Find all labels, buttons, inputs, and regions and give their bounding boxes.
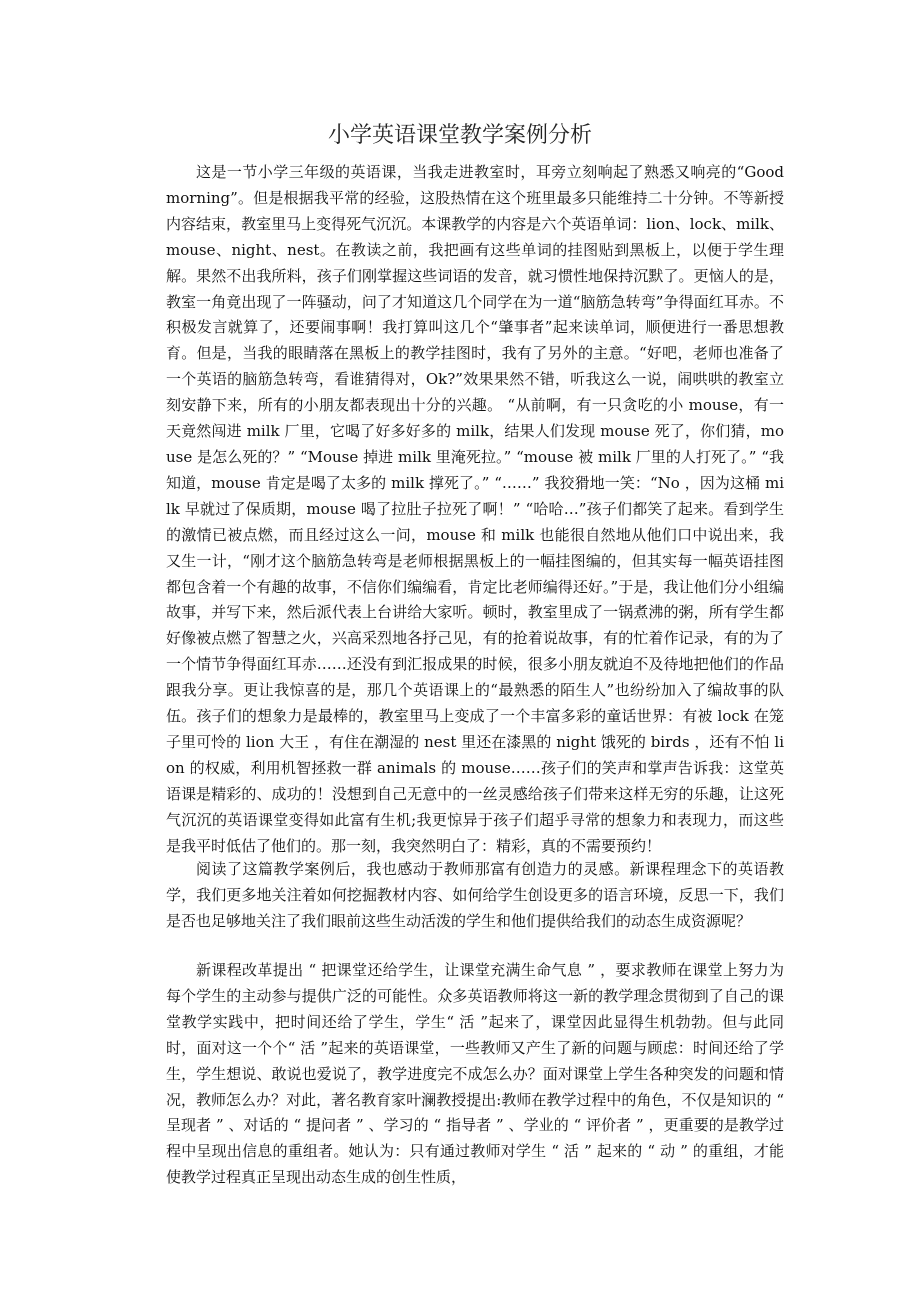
paragraph-reflection: 阅读了这篇教学案例后，我也感动于教师那富有创造力的灵感。新课程理念下的英语教学，我们更多地关注着如何挖掘教材内容、如何给学生创设更多的语言环境，反思一下，我们是否也足够地关注了我们眼前这些生动活泼的学生和他们提供给我们的动态生成资源呢？ — [166, 860, 784, 930]
page-title: 小学英语课堂教学案例分析 — [327, 123, 592, 148]
paragraph-case-story: 这是一节小学三年级的英语课，当我走进教室时，耳旁立刻响起了熟悉又响亮的“Good morning”。但是根据我平常的经验，这股热情在这个班里最多只能维持二十分钟。不等新授内容结束，教室里马上变得死气沉沉。本课教学的内容是六个英语单词：lion、lock、milk、mouse、night、nest。在教读之前，我把画有这些单词的挂图贴到黑板上，以便于学生理解。果然不出我所料，孩子们刚掌握这些词语的发音，就习惯性地保持沉默了。更恼人的是，教室一角竟出现了一阵骚动，问了才知道这几个同学在为一道“脑筋急转弯”争得面红耳赤。不积极发言就算了，还要闹事啊！我打算叫这几个“肇事者”起来读单词，顺便进行一番思想教育。但是，当我的眼睛落在黑板上的教学挂图时，我有了另外的主意。“好吧，老师也准备了一个英语的脑筋急转弯，看谁猜得对，Ok?”效果果然不错，听我这么一说，闹哄哄的教室立刻安静下来，所有的小朋友都表现出十分的兴趣。 “从前啊，有一只贪吃的小 mouse，有一天竟然闯进 milk 厂里，它喝了好多好多的 milk，结果人们发现 mouse 死了，你们猜，mouse 是怎么死的？” “Mouse 掉进 milk 里淹死拉。” “mouse 被 milk 厂里的人打死了。” “我知道，mouse 肯定是喝了太多的 milk 撑死了。” “……” 我狡猾地一笑：“No ，因为这桶 milk 早就过了保质期，mouse 喝了拉肚子拉死了啊！” “哈哈…”孩子们都笑了起来。看到学生的激情已被点燃，而且经过这么一问，mouse 和 milk 也能很自然地从他们口中说出来，我又生一计，“刚才这个脑筋急转弯是老师根据黑板上的一幅挂图编的，但其实每一幅英语挂图都包含着一个有趣的故事，不信你们编编看，肯定比老师编得还好。”于是，我让他们分小组编故事，并写下来，然后派代表上台讲给大家听。顿时，教室里成了一锅煮沸的粥，所有学生都好像被点燃了智慧之火，兴高采烈地各抒己见，有的抢着说故事，有的忙着作记录，有的为了一个情节争得面红耳赤……还没有到汇报成果的时候，很多小朋友就迫不及待地把他们的作品跟我分享。更让我惊喜的是，那几个英语课上的“最熟悉的陌生人”也纷纷加入了编故事的队伍。孩子们的想象力是最棒的，教室里马上变成了一个丰富多彩的童话世界：有被 lock 在笼子里可怜的 lion 大王 ，有住在潮湿的 nest 里还在漆黑的 night 饿死的 birds ，还有不怕 lion 的权威，利用机智拯救一群 animals 的 mouse……孩子们的笑声和掌声告诉我：这堂英语课是精彩的、成功的！没想到自己无意中的一丝灵感给孩子们带来这样无穷的乐趣，让这死气沉沉的英语课堂变得如此富有生机;我更惊异于孩子们超乎寻常的想象力和表现力，而这些是我平时低估了他们的。那一刻，我突然明白了：精彩，真的不需要预约！ — [166, 163, 784, 855]
paragraph-curriculum-reform: 新课程改革提出 “ 把课堂还给学生，让课堂充满生命气息 ” ，要求教师在课堂上努力为每个学生的主动参与提供广泛的可能性。众多英语教师将这一新的教学理念贯彻到了自己的课堂教学实践中，把时间还给了学生，学生“ 活 ”起来了，课堂因此显得生机勃勃。但与此同时，面对这一个个“ 活 ”起来的英语课堂，一些教师又产生了新的问题与顾虑：时间还给了学生，学生想说、敢说也爱说了，教学进度完不成怎么办？面对课堂上学生各种突发的问题和情况，教师怎么办？对此，著名教育家叶澜教授提出:教师在教学过程中的角色，不仅是知识的 “ 呈现者 ” 、对话的 “ 提问者 ” 、学习的 “ 指导者 ” 、学业的 “ 评价者 ” ，更重要的是教学过程中呈现出信息的重组者。她认为：只有通过教师对学生 “ 活 ” 起来的 “ 动 ” 的重组，才能使教学过程真正呈现出动态生成的创生性质， — [166, 961, 784, 1187]
